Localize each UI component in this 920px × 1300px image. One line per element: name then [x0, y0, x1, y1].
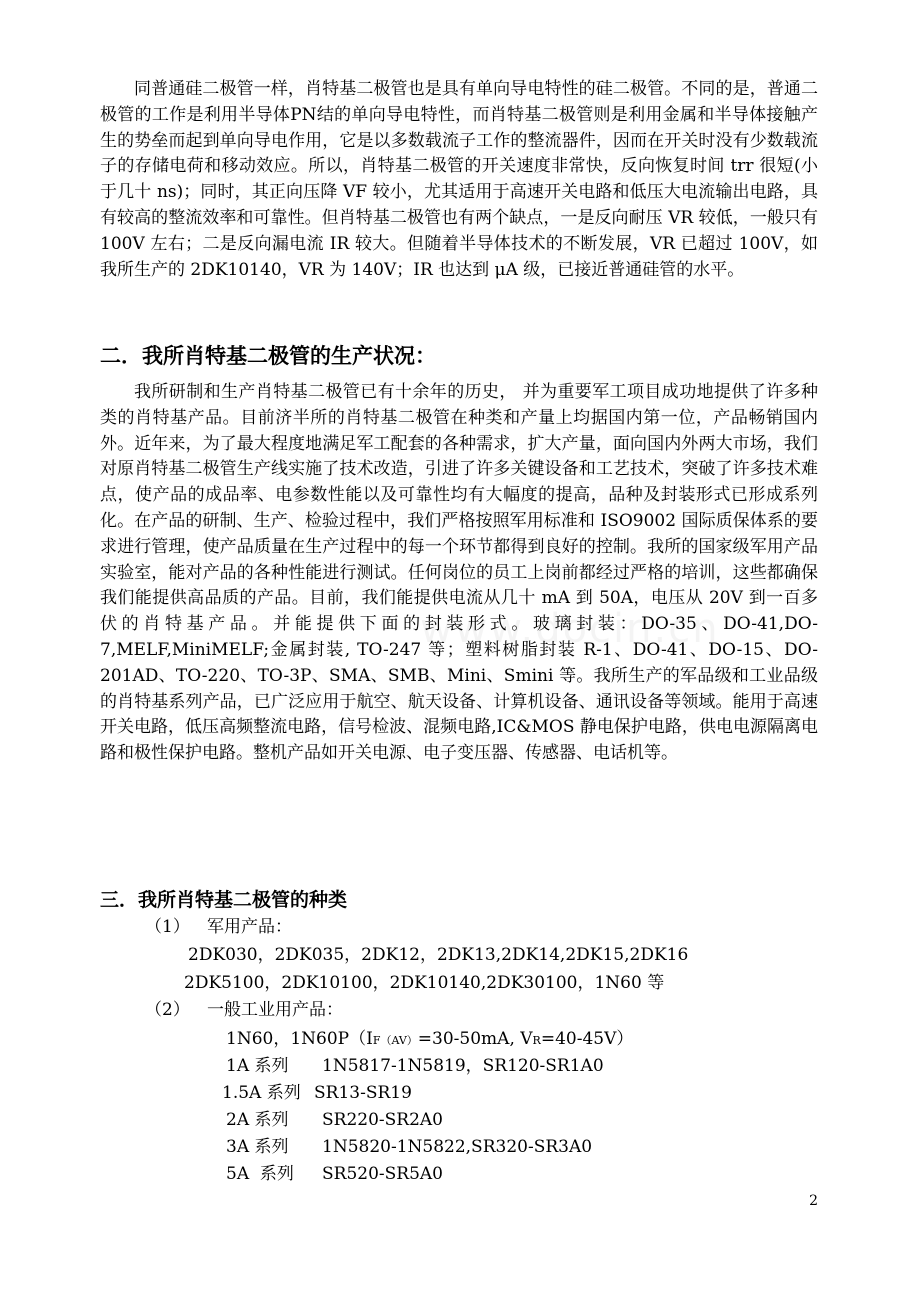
production-paragraph: 我所研制和生产肖特基二极管已有十余年的历史， 并为重要军工项目成功地提供了许多种类的肖特基产品。目前济半所的肖特基二极管在种类和产量上均据国内第一位，产品畅销国内外。近年来，为了最大程度地满足军工配套的各种需求，扩大产量，面向国内外两大市场，我们对原肖特基二极管生产线实施了技术改造，引进了许多关键设备和工艺技术，突破了许多技术难点，使产品的成品率、电参数性能以及可靠性均有大幅度的提高，品种及封装形式已形成系列化。在产品的研制、生产、检验过程中，我们严格按照军用标准和 ISO9002 国际质保体系的要求进行管理，使产品质量在生产过程中的每一个环节都得到良好的控制。我所的国家级军用产品实验室，能对产品的各种性能进行测试。任何岗位的员工上岗前都经过严格的培训，这些都确保我们能提供高品质的产品。目前，我们能提供电流从几十 mA 到 50A，电压从 20V 到一百多伏的肖特基产品。并能提供下面的封装形式。玻璃封装：DO-35、DO-41,DO-7,MELF,MiniMELF;金属封装, TO-247 等；塑料树脂封装 R-1、DO-41、DO-15、DO-201AD、TO-220、TO-3P、SMA、SMB、Mini、Smini 等。我所生产的军品级和工业品级的肖特基系列产品，已广泛应用于航空、航天设备、计算机设备、通讯设备等领域。能用于高速开关电路，低压高频整流电路，信号检波、混频电路,IC&MOS 静电保护电路，供电电源隔离电路和极性保护电路。整机产品如开关电源、电子变压器、传感器、电话机等。 — [100, 382, 818, 764]
list-number: （2） — [145, 1000, 190, 1020]
series-row — [226, 1163, 443, 1185]
list-label: 一般工业用产品： — [207, 1000, 343, 1020]
series-parts: 1N5820-1N5822,SR320-SR3A0 — [322, 1137, 593, 1157]
series-row — [222, 1082, 412, 1104]
section-heading-production: 二．我所肖特基二极管的生产状况： — [100, 344, 436, 368]
n60-text: 1N60，1N60P（I — [226, 1029, 373, 1049]
list-number: （1） — [145, 917, 190, 937]
series-row — [226, 1136, 592, 1158]
list-label: 军用产品： — [207, 917, 292, 937]
series-name: 1.5A 系列 — [222, 1083, 301, 1103]
series-parts: SR520-SR5A0 — [322, 1164, 443, 1184]
series-name: 1A 系列 — [226, 1056, 289, 1076]
military-products-label — [145, 916, 292, 938]
series-row — [226, 1055, 604, 1077]
n60-text-end: =40-45V） — [540, 1029, 634, 1049]
n60-text-mid: =30-50mA, V — [417, 1029, 533, 1049]
series-name: 5A 系列 — [226, 1164, 294, 1184]
military-products-line-2: 2DK5100，2DK10100，2DK10140,2DK30100，1N60 等 — [184, 973, 665, 993]
intro-paragraph: 同普通硅二极管一样，肖特基二极管也是具有单向导电特性的硅二极管。不同的是，普通二极管的工作是利用半导体PN结的单向导电特性，而肖特基二极管则是利用金属和半导体接触产生的势垒而起到单向导电作用，它是以多数载流子工作的整流器件，因而在开关时没有少数载流子的存储电荷和移动效应。所以，肖特基二极管的开关速度非常快，反向恢复时间 trr 很短(小于几十 ns)；同时，其正向压降 VF 较小，尤其适用于高速开关电路和低压大电流输出电路，具有较高的整流效率和可靠性。但肖特基二极管也有两个缺点，一是反向耐压 VR 较低，一般只有 100V 左右；二是反向漏电流 IR 较大。但随着半导体技术的不断发展，VR 已超过 100V，如我所生产的 2DK10140，VR 为 140V；IR 也达到 μA 级，已接近普通硅管的水平。 — [100, 79, 818, 280]
series-parts: SR220-SR2A0 — [322, 1110, 443, 1130]
military-products-line-1: 2DK030，2DK035，2DK12，2DK13,2DK14,2DK15,2DK16 — [188, 945, 689, 965]
series-parts: 1N5817-1N5819，SR120-SR1A0 — [322, 1056, 604, 1076]
industrial-products-label — [145, 999, 343, 1021]
series-row — [226, 1109, 443, 1131]
series-parts: SR13-SR19 — [314, 1083, 412, 1103]
n60-spec-line — [226, 1028, 633, 1052]
series-name: 3A 系列 — [226, 1137, 289, 1157]
series-name: 2A 系列 — [226, 1110, 289, 1130]
page-number: 2 — [809, 1193, 818, 1209]
n60-subscript-2: R — [532, 1034, 541, 1047]
section-heading-types: 三．我所肖特基二极管的种类 — [100, 889, 348, 911]
n60-subscript: F（AV） — [372, 1034, 418, 1047]
